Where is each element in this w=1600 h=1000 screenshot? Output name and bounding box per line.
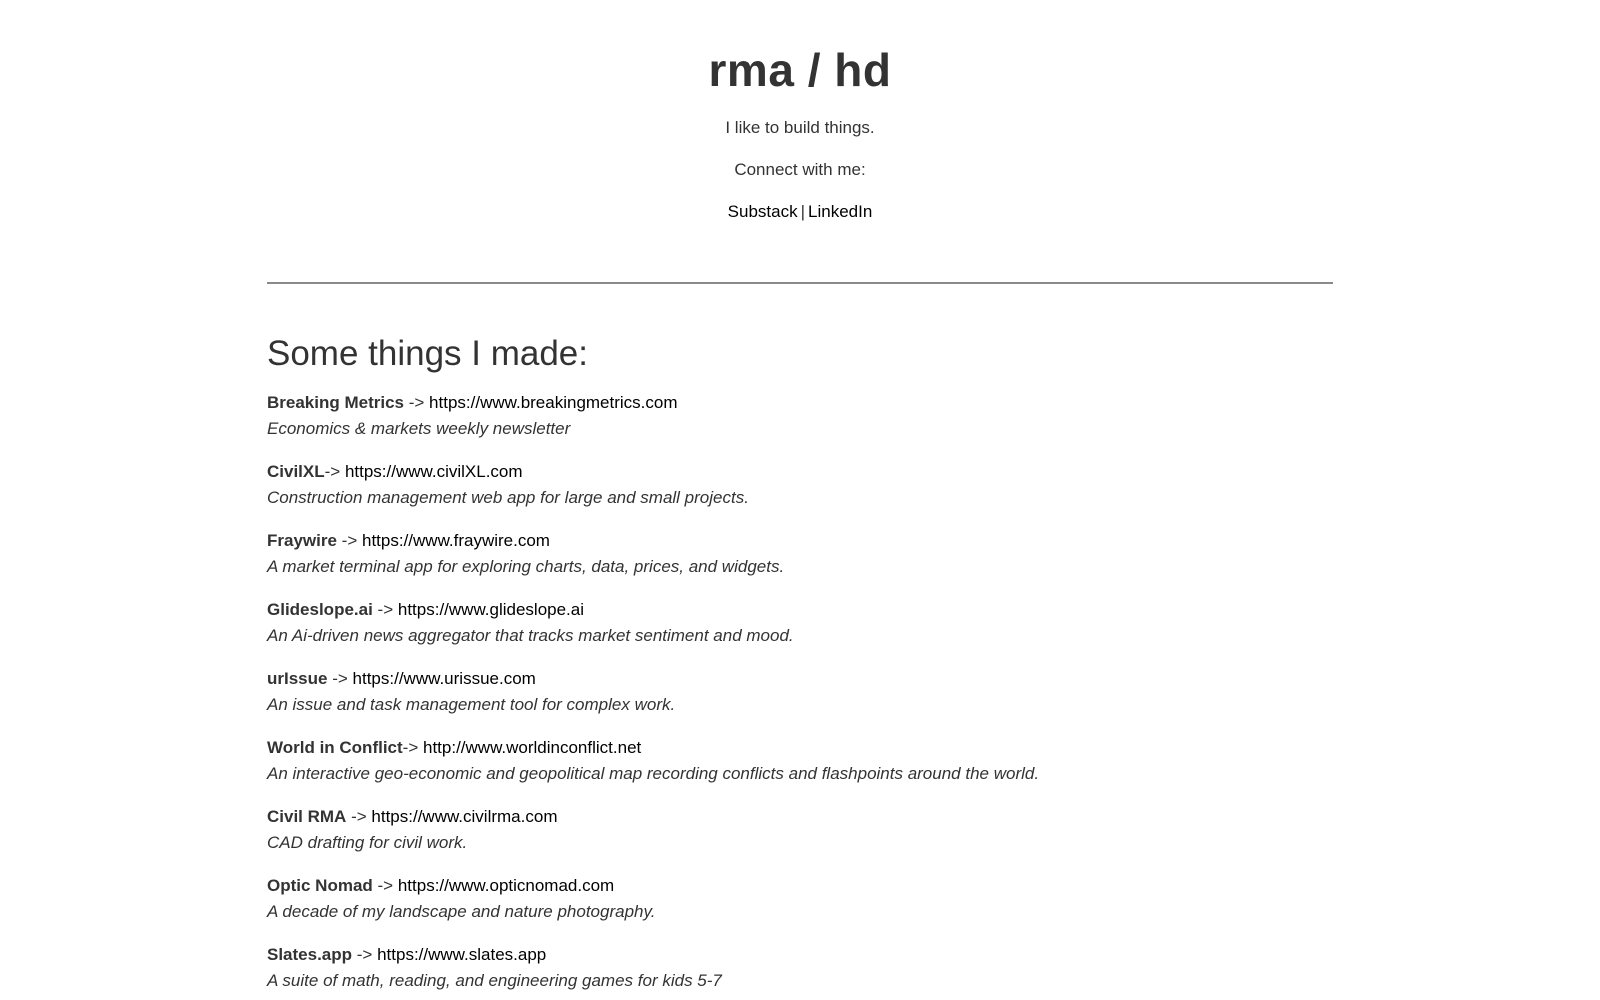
arrow-text: ->: [404, 393, 430, 412]
substack-link[interactable]: Substack: [727, 202, 798, 221]
project-name: Fraywire: [267, 531, 337, 550]
project-link[interactable]: https://www.breakingmetrics.com: [429, 393, 678, 412]
divider: [267, 282, 1333, 284]
project-link[interactable]: https://www.fraywire.com: [361, 531, 550, 550]
main-content: [267, 330, 1333, 1000]
arrow-text: ->: [352, 945, 378, 964]
social-links: [0, 200, 1600, 224]
project-title-line: [267, 873, 1333, 899]
project-description: A decade of my landscape and nature photography.: [267, 902, 656, 921]
project-name: CivilXL: [267, 462, 325, 481]
project-description: Construction management web app for large and small projects.: [267, 488, 749, 507]
project-name: urIssue: [267, 669, 328, 688]
project-item-fraywire: [267, 528, 1333, 581]
project-link[interactable]: https://www.glideslope.ai: [397, 600, 585, 619]
project-link[interactable]: https://www.urissue.com: [352, 669, 536, 688]
project-item-breaking-metrics: [267, 390, 1333, 443]
project-name: Glideslope.ai: [267, 600, 373, 619]
section-heading: Some things I made:: [267, 334, 588, 373]
tagline: I like to build things.: [725, 118, 875, 137]
project-link[interactable]: https://www.opticnomad.com: [397, 876, 615, 895]
arrow-text: ->: [372, 600, 398, 619]
project-name: Slates.app: [267, 945, 353, 964]
arrow-text: ->: [402, 738, 423, 757]
project-item-slates-app: [267, 942, 1333, 995]
arrow-text: ->: [327, 669, 353, 688]
project-title-line: [267, 459, 1333, 485]
project-title-line: [267, 666, 1333, 692]
project-link[interactable]: https://www.civilrma.com: [371, 807, 558, 826]
project-name: Breaking Metrics: [267, 393, 404, 412]
project-description: A suite of math, reading, and engineering games for kids 5-7: [267, 971, 722, 990]
project-item-urissue: [267, 666, 1333, 719]
project-link[interactable]: http://www.worldinconflict.net: [422, 738, 642, 757]
arrow-text: ->: [346, 807, 372, 826]
project-item-civil-rma: [267, 804, 1333, 857]
project-item-optic-nomad: [267, 873, 1333, 926]
project-title-line: [267, 804, 1333, 830]
project-description: Economics & markets weekly newsletter: [267, 419, 571, 438]
site-header: [0, 0, 1600, 224]
project-item-world-in-conflict: [267, 735, 1333, 788]
project-name: Civil RMA: [267, 807, 347, 826]
project-link[interactable]: https://www.slates.app: [377, 945, 547, 964]
project-description: An interactive geo-economic and geopolitical map recording conflicts and flashpoints around the world.: [267, 764, 1040, 783]
project-item-glideslope: [267, 597, 1333, 650]
connect-label: Connect with me:: [734, 160, 866, 179]
project-item-civilxl: [267, 459, 1333, 512]
project-title-line: [267, 597, 1333, 623]
project-description: CAD drafting for civil work.: [267, 833, 468, 852]
project-name: World in Conflict: [267, 738, 403, 757]
arrow-text: ->: [324, 462, 345, 481]
arrow-text: ->: [372, 876, 398, 895]
link-separator: |: [800, 202, 806, 221]
project-list: [267, 390, 1333, 995]
project-title-line: [267, 942, 1333, 968]
project-description: An Ai-driven news aggregator that tracks market sentiment and mood.: [267, 626, 794, 645]
project-description: A market terminal app for exploring charts, data, prices, and widgets.: [267, 557, 785, 576]
linkedin-link[interactable]: LinkedIn: [808, 202, 873, 221]
project-description: An issue and task management tool for complex work.: [267, 695, 676, 714]
arrow-text: ->: [336, 531, 362, 550]
project-title-line: [267, 735, 1333, 761]
project-link[interactable]: https://www.civilXL.com: [344, 462, 523, 481]
project-title-line: [267, 390, 1333, 416]
site-title: rma / hd: [708, 44, 892, 96]
project-name: Optic Nomad: [267, 876, 373, 895]
project-title-line: [267, 528, 1333, 554]
